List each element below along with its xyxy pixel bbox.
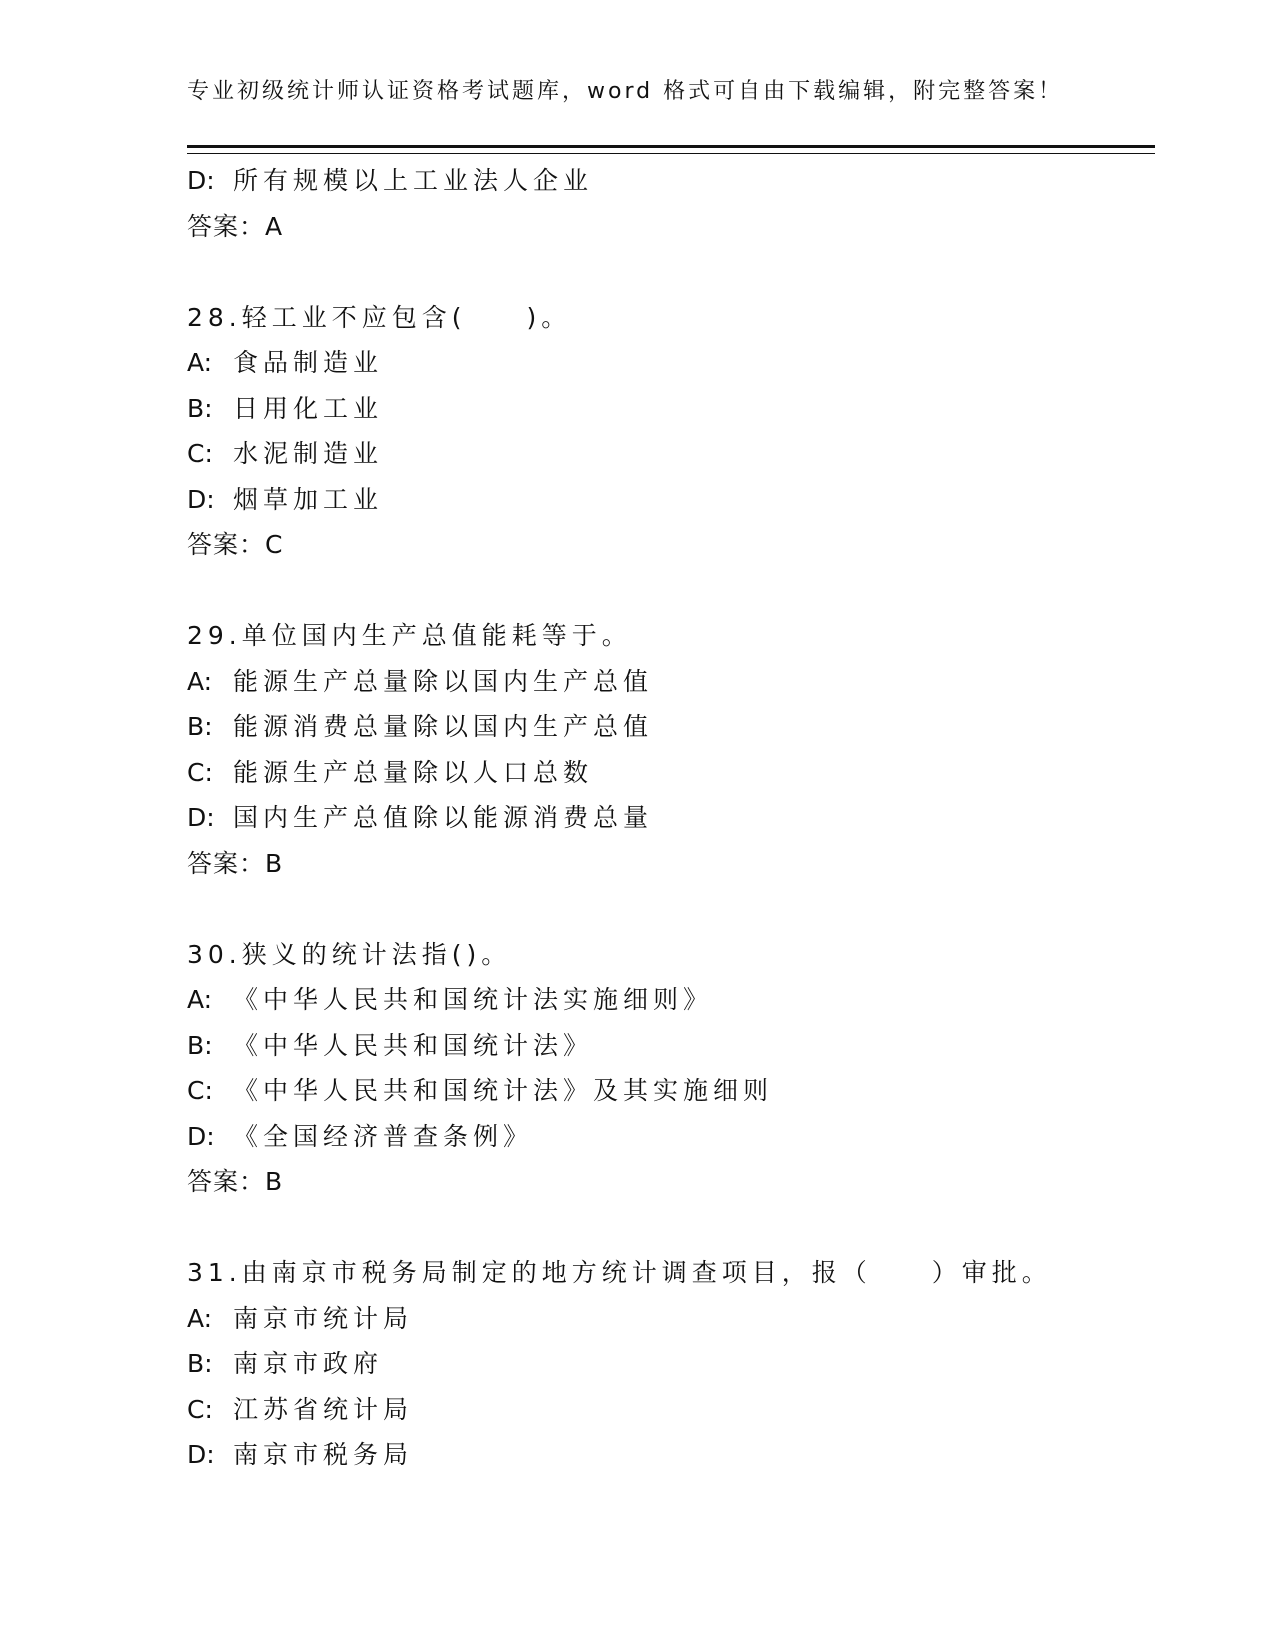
- question-stem: 31.由南京市税务局制定的地方统计调查项目，报（ ）审批。: [187, 1258, 1052, 1287]
- option-label: A:: [187, 1303, 213, 1333]
- option-text: 食品制造业: [233, 348, 384, 377]
- question-list: [187, 158, 1155, 1478]
- option-text: 《中华人民共和国统计法》及其实施细则: [233, 1076, 774, 1105]
- option-c: [187, 750, 1155, 796]
- answer: 答案：B: [187, 1167, 284, 1196]
- option-a: [187, 340, 1155, 386]
- question-28: [187, 295, 1155, 568]
- option-a: [187, 1296, 1155, 1342]
- spacer: [187, 886, 1155, 932]
- question-30: [187, 932, 1155, 1205]
- answer: 答案：A: [187, 211, 284, 241]
- spacer: [187, 568, 1155, 614]
- option-a: [187, 977, 1155, 1023]
- option-d: [187, 1114, 1155, 1160]
- option-text: 《中华人民共和国统计法》: [233, 1030, 594, 1060]
- option-label: C:: [187, 439, 213, 468]
- option-d: [187, 795, 1155, 841]
- option-d: [187, 477, 1155, 523]
- option-text: 能源生产总量除以国内生产总值: [233, 666, 654, 696]
- answer: 答案：C: [187, 530, 284, 559]
- option-text: 《中华人民共和国统计法实施细则》: [233, 985, 714, 1014]
- option-text: 烟草加工业: [233, 484, 384, 514]
- question-stem: 29.单位国内生产总值能耗等于。: [187, 621, 632, 650]
- option-c: [187, 1068, 1155, 1114]
- option-label: D:: [187, 1440, 215, 1469]
- option-label: D:: [187, 803, 215, 832]
- option-b: [187, 1341, 1155, 1387]
- option-label: A:: [187, 348, 213, 377]
- question-stem: 30.狭义的统计法指()。: [187, 939, 512, 969]
- option-text: 所有规模以上工业法人企业: [233, 166, 594, 195]
- option-text: 《全国经济普查条例》: [233, 1121, 534, 1151]
- option-text: 南京市统计局: [233, 1303, 414, 1333]
- option-text: 日用化工业: [233, 393, 384, 423]
- option-b: [187, 386, 1155, 432]
- option-label: C:: [187, 757, 213, 787]
- option-d: [187, 158, 1155, 204]
- option-label: D:: [187, 484, 215, 514]
- question-stem: 28.轻工业不应包含( )。: [187, 302, 572, 332]
- question-29: [187, 613, 1155, 886]
- option-label: A:: [187, 666, 213, 696]
- option-text: 能源生产总量除以人口总数: [233, 757, 594, 787]
- option-c: [187, 1387, 1155, 1433]
- spacer: [187, 1205, 1155, 1251]
- option-label: B:: [187, 1030, 213, 1060]
- option-label: A:: [187, 985, 213, 1014]
- option-text: 水泥制造业: [233, 439, 384, 468]
- option-text: 南京市税务局: [233, 1440, 414, 1469]
- option-label: B:: [187, 393, 213, 423]
- option-label: B:: [187, 1349, 213, 1378]
- option-label: D:: [187, 1121, 215, 1151]
- spacer: [187, 249, 1155, 295]
- option-text: 南京市政府: [233, 1349, 384, 1378]
- option-label: D:: [187, 166, 215, 195]
- header-divider: [187, 145, 1155, 154]
- option-c: [187, 431, 1155, 477]
- question-31: [187, 1250, 1155, 1478]
- option-text: 江苏省统计局: [233, 1394, 414, 1424]
- option-text: 国内生产总值除以能源消费总量: [233, 803, 654, 832]
- option-d: [187, 1432, 1155, 1478]
- option-b: [187, 704, 1155, 750]
- option-label: C:: [187, 1076, 213, 1105]
- page-header: 专业初级统计师认证资格考试题库，word 格式可自由下载编辑，附完整答案！: [187, 79, 1064, 104]
- option-a: [187, 659, 1155, 705]
- answer: 答案：B: [187, 848, 284, 878]
- option-label: C:: [187, 1394, 213, 1424]
- option-text: 能源消费总量除以国内生产总值: [233, 712, 654, 741]
- option-label: B:: [187, 712, 213, 741]
- option-b: [187, 1023, 1155, 1069]
